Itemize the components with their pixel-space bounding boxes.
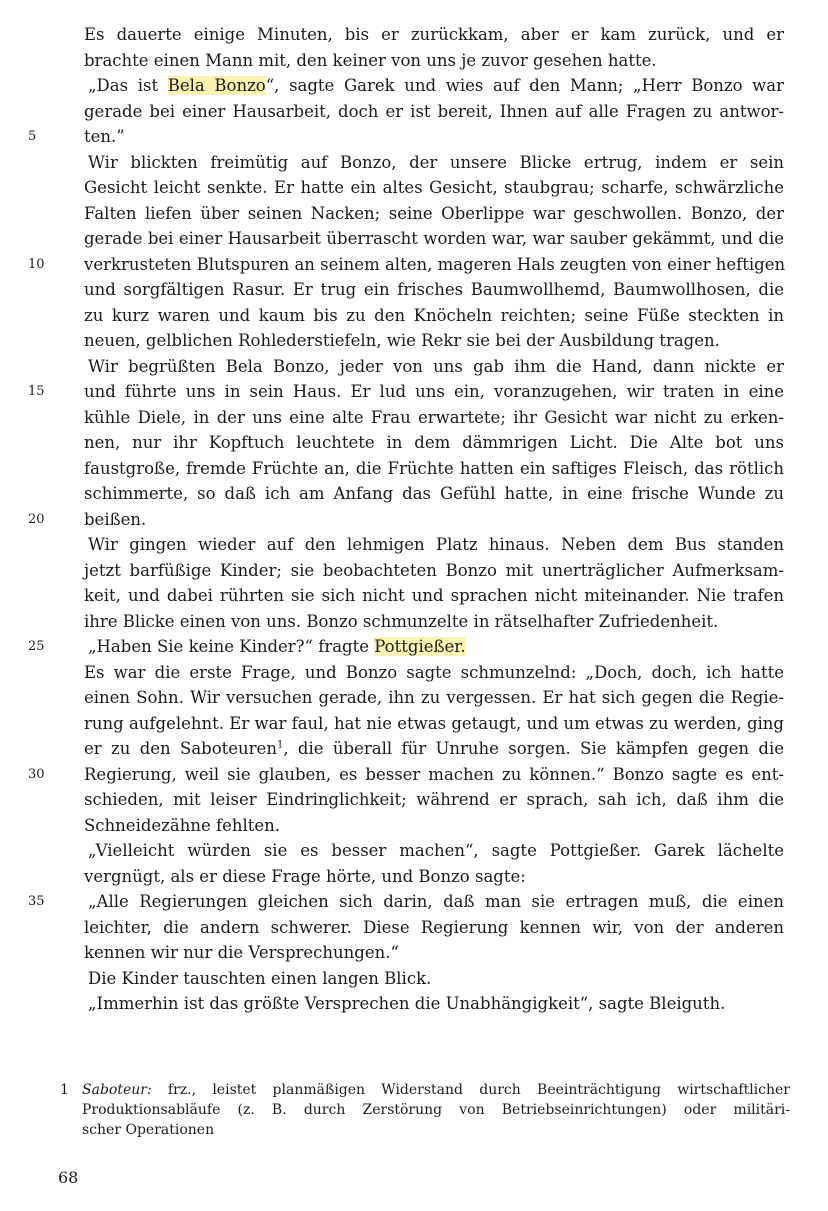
line-text: zu kurz waren und kaum bis zu den Knöcheln reichten; seine Füße steckten in — [84, 305, 784, 325]
highlighted-name: Bela Bonzo — [167, 76, 266, 95]
line-text: Wir gingen wieder auf den lehmigen Platz hinaus. Neben dem Bus standen — [88, 535, 784, 554]
text-line — [84, 328, 784, 354]
text-line — [84, 354, 784, 380]
line-text: und sorgfältigen Rasur. Er trug ein frisches Baumwollhemd, Baumwollhosen, die — [84, 280, 784, 299]
line-text: und führte uns in sein Haus. Er lud uns ein, voranzugehen, wir traten in eine — [84, 382, 784, 401]
footnote-text-1: frz., leistet planmäßigen Widerstand durch Beeinträchtigung wirtschaftlicher — [151, 1082, 790, 1098]
text-line — [84, 711, 784, 737]
text-line — [28, 634, 784, 660]
text-line — [84, 838, 784, 864]
line-text: er zu den Saboteuren — [84, 739, 277, 758]
text-line — [84, 481, 784, 507]
line-text: „Haben Sie keine Kinder?“ fragte — [88, 637, 375, 656]
footnote-line-3: scher Operationen — [82, 1122, 215, 1138]
text-line — [84, 73, 784, 99]
text-line — [84, 226, 784, 252]
line-text: “, sagte Garek und wies auf den Mann; „Herr Bonzo war — [265, 76, 784, 95]
line-text: Schneidezähne fehlten. — [84, 815, 281, 835]
text-line — [84, 609, 784, 635]
text-line — [84, 430, 784, 456]
line-number: 5 — [28, 129, 37, 144]
line-text: „Immerhin ist das größte Versprechen die Unabhängigkeit“, sagte Bleiguth. — [88, 994, 726, 1013]
footnote-number: 1 — [60, 1082, 69, 1098]
line-text: kühle Diele, in der uns eine alte Frau erwartete; ihr Gesicht war nicht zu erken- — [84, 407, 784, 427]
text-line — [84, 915, 784, 941]
text-line — [28, 762, 784, 788]
text-line — [84, 303, 784, 329]
footnote-marker: 1 — [276, 739, 284, 751]
text-line — [84, 558, 784, 584]
text-line — [84, 405, 784, 431]
line-text: nen, nur ihr Kopftuch leuchtete in dem dämmrigen Licht. Die Alte bot uns — [84, 433, 784, 452]
body-text — [28, 22, 786, 1017]
line-text: ten.” — [84, 127, 125, 146]
line-text: Die Kinder tauschten einen langen Blick. — [88, 968, 432, 988]
line-text: gerade bei einer Hausarbeit, doch er ist bereit, Ihnen auf alle Fragen zu antwor- — [84, 101, 784, 121]
text-line — [28, 379, 784, 405]
text-line — [84, 99, 784, 125]
line-text: Wir blickten freimütig auf Bonzo, der unsere Blicke ertrug, indem er sein — [88, 152, 784, 172]
text-line — [84, 456, 784, 482]
text-line — [28, 124, 784, 150]
text-line — [28, 889, 784, 915]
text-line — [84, 685, 784, 711]
text-line — [84, 150, 784, 176]
line-text: jetzt barfüßige Kinder; sie beobachteten Bonzo mit unerträglicher Aufmerksam- — [84, 560, 784, 580]
line-text: vergnügt, als er diese Frage hörte, und Bonzo sagte: — [84, 866, 526, 886]
line-text: einen Sohn. Wir versuchen gerade, ihn zu vergessen. Er hat sich gegen die Regie- — [84, 688, 784, 707]
line-text: neuen, gelblichen Rohlederstiefeln, wie Rekr sie bei der Ausbildung tragen. — [84, 331, 720, 350]
text-line — [84, 736, 784, 762]
text-line — [84, 201, 784, 227]
line-number: 15 — [28, 384, 45, 399]
footnote-body — [82, 1080, 790, 1140]
text-line — [28, 252, 786, 278]
line-text: brachte einen Mann mit, den keiner von uns je zuvor gesehen hatte. — [84, 50, 657, 70]
text-line — [28, 507, 784, 533]
line-text: Regierung, weil sie glauben, es besser machen zu können.“ Bonzo sagte es ent- — [84, 764, 784, 784]
line-text: beißen. — [84, 509, 147, 529]
line-text: schieden, mit leiser Eindringlichkeit; während er sprach, sah ich, daß ihm die — [84, 790, 784, 809]
text-line — [84, 277, 784, 303]
text-line — [84, 175, 784, 201]
line-text: keit, und dabei rührten sie sich nicht und sprachen nicht miteinander. Nie trafen — [84, 586, 784, 605]
line-text: verkrusteten Blutspuren an seinem alten, mageren Hals zeugten von einer heftigen — [84, 254, 786, 274]
text-line — [84, 660, 784, 686]
line-text: gerade bei einer Hausarbeit überrascht worden war, war sauber gekämmt, und die — [84, 229, 784, 248]
line-text: Es war die erste Frage, und Bonzo sagte schmunzelnd: „Doch, doch, ich hatte — [84, 662, 784, 682]
line-text: leichter, die andern schwerer. Diese Regierung kennen wir, von der anderen — [84, 917, 784, 937]
line-text: rung aufgelehnt. Er war faul, hat nie etwas getaugt, und um etwas zu werden, ging — [84, 713, 784, 733]
text-line — [84, 966, 784, 992]
line-text: Falten liefen über seinen Nacken; seine Oberlippe war geschwollen. Bonzo, der — [84, 203, 784, 223]
line-number: 20 — [28, 511, 45, 527]
line-text: „Das ist — [88, 76, 168, 95]
line-text: „Alle Regierungen gleichen sich darin, daß man sie ertragen muß, die einen — [88, 892, 784, 911]
text-line — [84, 532, 784, 558]
text-line — [84, 991, 784, 1017]
line-text: ihre Blicke einen von uns. Bonzo schmunzelte in rätselhafter Zufriedenheit. — [84, 611, 719, 631]
text-line — [84, 864, 784, 890]
text-line — [84, 22, 784, 48]
line-number: 35 — [28, 894, 45, 909]
line-text: , die überall für Unruhe sorgen. Sie kämpfen gegen die — [283, 739, 784, 758]
line-text: Gesicht leicht senkte. Er hatte ein altes Gesicht, staubgrau; scharfe, schwärzliche — [84, 178, 784, 197]
line-text: Es dauerte einige Minuten, bis er zurückkam, aber er kam zurück, und er — [84, 25, 784, 44]
text-line — [84, 813, 784, 839]
text-line — [84, 583, 784, 609]
footnote — [60, 1080, 790, 1140]
text-line — [84, 48, 784, 74]
footnote-line-2: Produktionsabläufe (z. B. durch Zerstörung von Betriebseinrichtungen) oder militäri- — [82, 1102, 790, 1118]
line-text: Wir begrüßten Bela Bonzo, jeder von uns gab ihm die Hand, dann nickte er — [88, 356, 784, 376]
line-number: 25 — [28, 639, 45, 654]
line-number: 10 — [28, 256, 45, 272]
line-text: faustgroße, fremde Früchte an, die Früchte hatten ein saftiges Fleisch, das rötlich — [84, 458, 784, 478]
line-text: kennen wir nur die Versprechungen.“ — [84, 943, 399, 962]
footnote-line-1 — [82, 1080, 790, 1100]
page-number: 68 — [58, 1168, 79, 1187]
line-text: schimmerte, so daß ich am Anfang das Gefühl hatte, in eine frische Wunde zu — [84, 484, 784, 503]
text-line — [84, 787, 784, 813]
text-line — [84, 940, 784, 966]
footnote-term: Saboteur: — [82, 1082, 152, 1098]
line-text: „Vielleicht würden sie es besser machen“, sagte Pottgießer. Garek lächelte — [88, 841, 784, 860]
highlighted-name: Pottgießer. — [374, 637, 466, 656]
line-number: 30 — [28, 766, 45, 782]
